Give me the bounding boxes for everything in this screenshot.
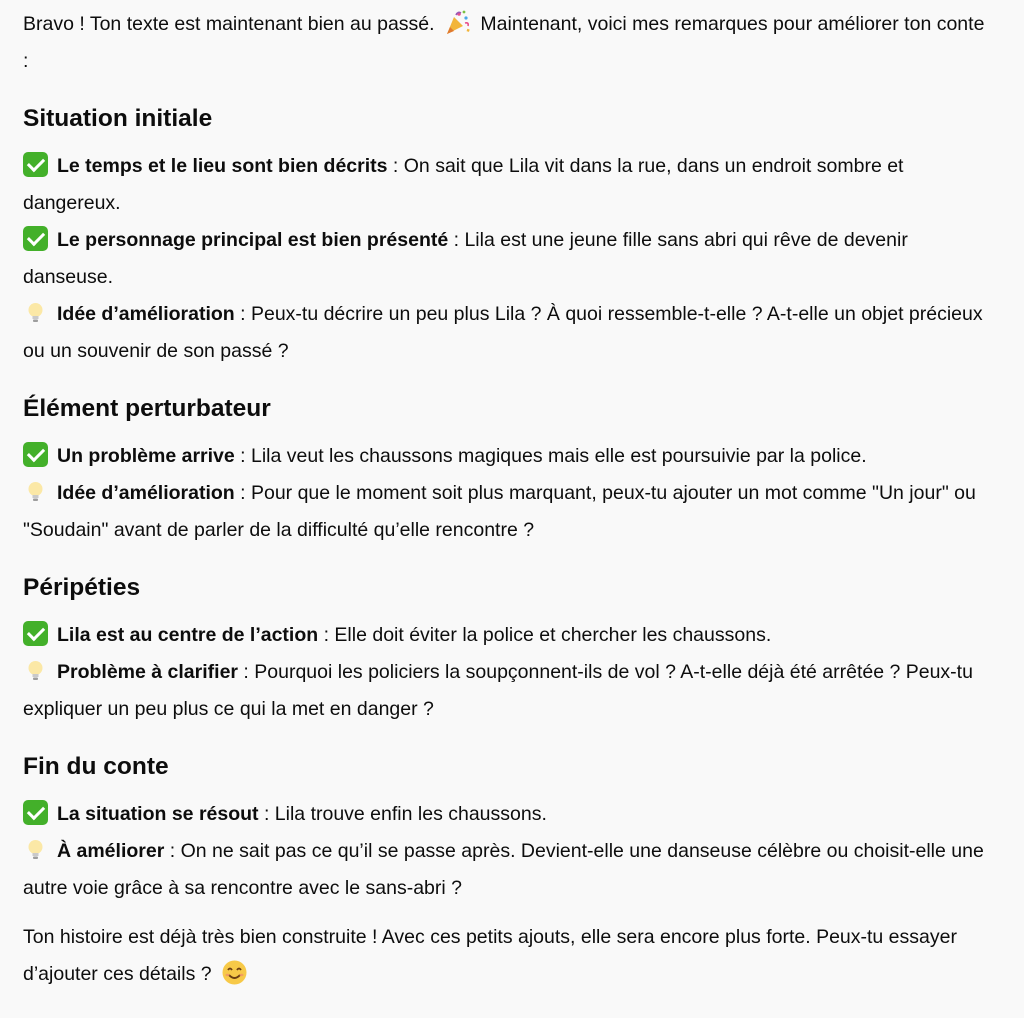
- check-icon: [23, 152, 48, 177]
- item-bold: Un problème arrive: [57, 445, 235, 467]
- item-text: : Lila trouve enfin les chaussons.: [258, 803, 547, 825]
- item-bold: Idée d’amélioration: [57, 482, 235, 504]
- item-text: : On ne sait pas ce qu’il se passe après. Devient-elle une danseuse célèbre ou choisit-elle une autre voie grâce à sa rencontre avec le sans-abri ?: [23, 840, 984, 899]
- item-bold: Idée d’amélioration: [57, 303, 235, 325]
- intro-paragraph: [23, 6, 988, 80]
- item-text: : Pourquoi les policiers la soupçonnent-ils de vol ? A-t-elle déjà été arrêtée ? Peux-tu expliquer un peu plus ce qui la met en danger ?: [23, 661, 973, 720]
- list-item: [23, 438, 988, 475]
- intro-text-start: Bravo ! Ton texte est maintenant bien au passé.: [23, 13, 435, 35]
- check-icon: [23, 442, 48, 467]
- section-title: Situation initiale: [23, 105, 213, 132]
- item-bold: Le personnage principal est bien présenté: [57, 229, 449, 251]
- list-item: [23, 654, 988, 728]
- list-item: [23, 833, 988, 907]
- item-text: : Pour que le moment soit plus marquant, peux-tu ajouter un mot comme "Un jour" ou "Soudain" avant de parler de la difficulté qu’elle rencontre ?: [23, 482, 976, 541]
- item-text: : Elle doit éviter la police et chercher les chaussons.: [318, 624, 772, 646]
- item-bold: Le temps et le lieu sont bien décrits: [57, 155, 388, 177]
- list-item: [23, 222, 988, 296]
- list-item: [23, 148, 988, 222]
- section-peripeties: [23, 571, 988, 728]
- item-text: : Lila est une jeune fille sans abri qui rêve de devenir danseuse.: [23, 229, 908, 288]
- section-element-perturbateur: [23, 392, 988, 549]
- lightbulb-icon: [23, 658, 48, 683]
- lightbulb-icon: [23, 300, 48, 325]
- intro-text-end: Maintenant, voici mes remarques pour améliorer ton conte :: [23, 13, 985, 72]
- list-item: [23, 796, 988, 833]
- list-item: [23, 475, 988, 549]
- item-bold: Problème à clarifier: [57, 661, 239, 683]
- party-popper-icon: [444, 9, 471, 36]
- item-text: : On sait que Lila vit dans la rue, dans un endroit sombre et dangereux.: [23, 155, 904, 214]
- outro-paragraph: [23, 919, 988, 993]
- section-situation-initiale: [23, 102, 988, 370]
- item-text: : Lila veut les chaussons magiques mais elle est poursuivie par la police.: [234, 445, 867, 467]
- section-title: Élément perturbateur: [23, 395, 271, 422]
- check-icon: [23, 621, 48, 646]
- item-bold: La situation se résout: [57, 803, 259, 825]
- outro-text: Ton histoire est déjà très bien construite ! Avec ces petits ajouts, elle sera encore plus forte. Peux-tu essayer d’ajouter ces détails ?: [23, 926, 957, 985]
- lightbulb-icon: [23, 837, 48, 862]
- section-fin-du-conte: [23, 750, 988, 907]
- item-bold: Lila est au centre de l’action: [57, 624, 319, 646]
- check-icon: [23, 800, 48, 825]
- item-bold: À améliorer: [57, 840, 165, 862]
- section-title: Fin du conte: [23, 753, 169, 780]
- smiling-face-icon: [221, 959, 248, 986]
- section-title: Péripéties: [23, 574, 141, 601]
- item-text: : Peux-tu décrire un peu plus Lila ? À quoi ressemble-t-elle ? A-t-elle un objet précieux ou un souvenir de son passé ?: [23, 303, 983, 362]
- lightbulb-icon: [23, 479, 48, 504]
- list-item: [23, 617, 988, 654]
- check-icon: [23, 226, 48, 251]
- list-item: [23, 296, 988, 370]
